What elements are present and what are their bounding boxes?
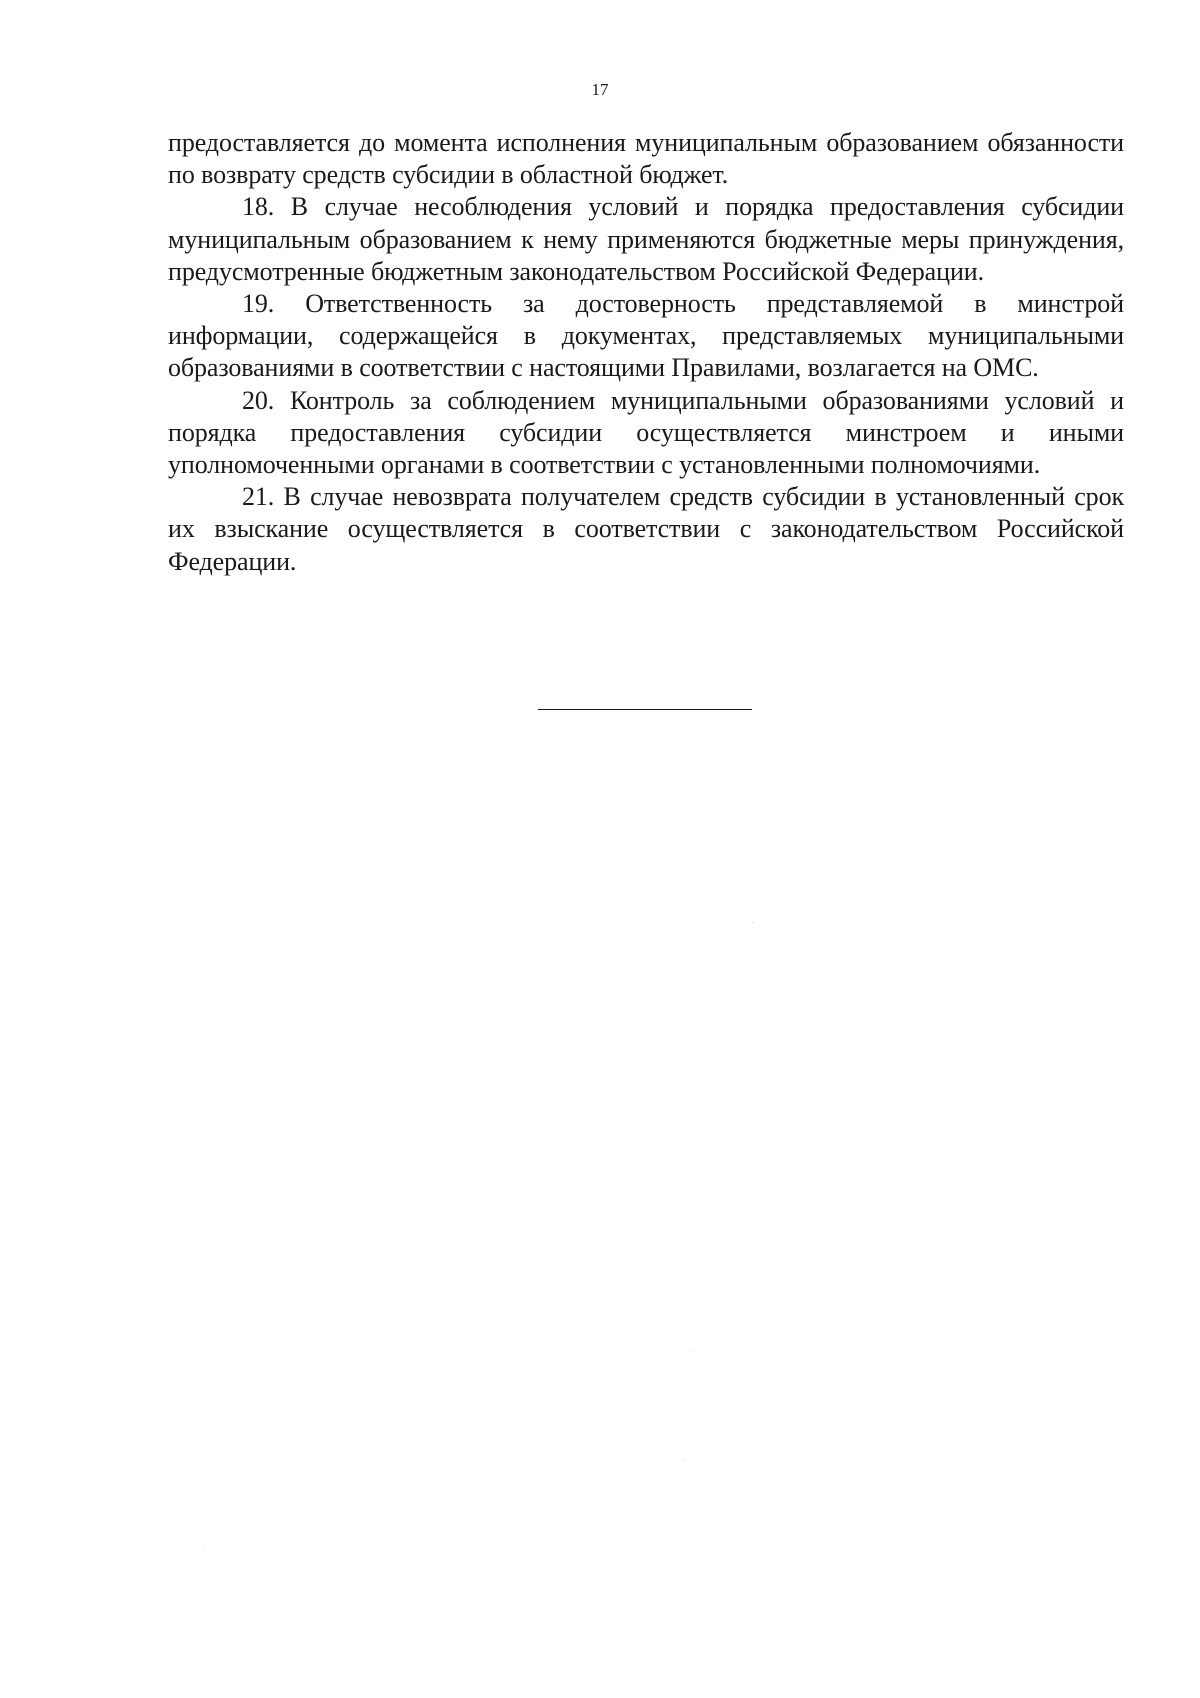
paragraph-20: 20. Контроль за соблюдением муниципальными образованиями условий и порядка предоставления субсидии осуществляется минстроем и иными уполномоченными органами в соответствии с установленными полномочиями. xyxy=(168,385,1124,480)
paragraph-18: 18. В случае несоблюдения условий и порядка предоставления субсидии муниципальным образованием к нему применяются бюджетные меры принуждения, предусмотренные бюджетным законодательством Российской Федерации. xyxy=(168,192,1124,286)
page-number: 17 xyxy=(591,80,609,99)
scan-speck xyxy=(204,1546,205,1547)
paragraph-19: 19. Ответственность за достоверность представляемой в минстрой информации, содержащейся в документах, представляемых муниципальными образованиями в соответствии с настоящими Правилами, возлагается на ОМС. xyxy=(168,289,1124,383)
paragraph-21: 21. В случае невозврата получателем средств субсидии в установленный срок их взыскание осуществляется в соответствии с законодательством Российской Федерации. xyxy=(168,482,1124,576)
scan-speck xyxy=(690,1350,691,1351)
scan-speck xyxy=(752,922,753,923)
end-of-document-rule xyxy=(538,709,752,710)
document-body xyxy=(168,127,1124,578)
paragraph-continuation: предоставляется до момента исполнения муниципальным образованием обязанности по возврату средств субсидии в областной бюджет. xyxy=(168,128,1124,190)
scan-speck xyxy=(684,1460,685,1461)
